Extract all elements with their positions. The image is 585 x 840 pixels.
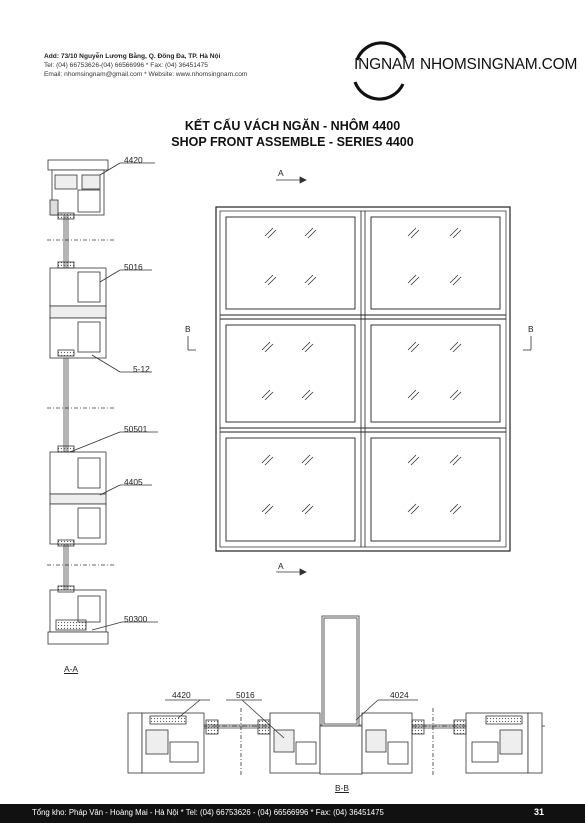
glass-reflection-icon: [262, 228, 461, 514]
company-phone: Tel: (04) 66753626-(04) 66566996 * Fax: (04) 36451475: [44, 62, 208, 69]
footer-bar: [0, 804, 585, 823]
label-4024: 4024: [390, 690, 409, 700]
section-label-aa: A-A: [64, 664, 78, 674]
elevation-frame: [216, 207, 510, 551]
brand-website[interactable]: NHOMSINGNAM.COM: [420, 56, 578, 73]
section-marker-a-top: A: [278, 168, 284, 178]
section-marker-b-right: B: [528, 324, 534, 334]
section-marker-a-bottom: A: [278, 561, 284, 571]
company-email: Email: nhomsingnam@gmail.com * Website: www.nhomsingnam.com: [44, 71, 248, 78]
page-number: 31: [534, 807, 545, 817]
label-5016-bottom: 5016: [236, 690, 255, 700]
label-5-12: 5-12: [133, 364, 150, 374]
title-vi: KẾT CẤU VÁCH NGĂN - NHÔM 4400: [184, 119, 401, 133]
section-marker-b-left: B: [185, 324, 191, 334]
brand-logo: INGNAM: [354, 56, 415, 73]
label-4405: 4405: [124, 477, 143, 487]
section-aa-drawing: [47, 160, 158, 644]
section-label-bb: B-B: [335, 783, 349, 793]
label-50501: 50501: [124, 424, 148, 434]
label-4420-bottom: 4420: [172, 690, 191, 700]
title-en: SHOP FRONT ASSEMBLE - SERIES 4400: [171, 135, 414, 149]
label-5016-top: 5016: [124, 262, 143, 272]
company-address: Add: 73/10 Nguyễn Lương Bằng, Q. Đống Đa, TP. Hà Nội: [44, 53, 221, 60]
footer-contact: Tổng kho: Pháp Vân - Hoàng Mai - Hà Nội * Tel: (04) 66753626 - (04) 66566996 * Fax: (04) 36451475: [32, 808, 384, 817]
label-4420-top: 4420: [124, 155, 143, 165]
label-50300: 50300: [124, 614, 148, 624]
section-arrow-icon: [188, 177, 531, 575]
